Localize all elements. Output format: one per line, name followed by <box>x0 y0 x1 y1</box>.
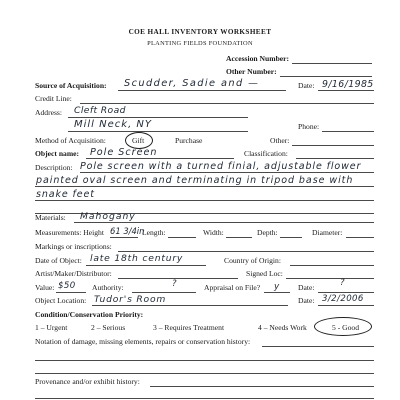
measurements-length-field[interactable] <box>168 237 196 238</box>
description-line2-field[interactable] <box>35 186 374 187</box>
phone-label: Phone: <box>298 122 320 131</box>
signed-loc-field[interactable] <box>286 278 374 279</box>
date-of-object-field[interactable] <box>86 265 206 266</box>
provenance-line1-field[interactable] <box>150 386 374 387</box>
measurements-depth-field[interactable] <box>280 237 302 238</box>
object-name-field[interactable] <box>86 158 234 159</box>
condition-option-good[interactable]: 5 - Good <box>332 323 359 332</box>
credit-line-label: Credit Line: <box>35 94 72 103</box>
measurements-diameter-label: Diameter: <box>312 228 343 237</box>
condition-option-serious[interactable]: 2 – Serious <box>91 323 126 332</box>
address-line2-value: Mill Neck, NY <box>74 119 153 130</box>
provenance-label: Provenance and/or exhibit history: <box>35 377 140 386</box>
date-location-field[interactable] <box>318 305 374 306</box>
method-option-purchase[interactable]: Purchase <box>175 136 203 145</box>
description-line1-field[interactable] <box>80 172 374 173</box>
object-location-field[interactable] <box>92 305 288 306</box>
measurements-width-field[interactable] <box>226 237 252 238</box>
measurements-diameter-field[interactable] <box>346 237 374 238</box>
description-line3-value: snake feet <box>36 189 95 200</box>
signed-loc-label: Signed Loc: <box>246 269 283 278</box>
notation-label: Notation of damage, missing elements, repairs or conservation history: <box>35 337 251 346</box>
date-of-object-label: Date of Object: <box>35 256 82 265</box>
description-label: Description: <box>35 163 73 172</box>
date-location-label: Date: <box>298 296 315 305</box>
accession-number-field[interactable] <box>292 63 372 64</box>
measurements-length-label: Length: <box>142 228 166 237</box>
country-of-origin-field[interactable] <box>290 265 374 266</box>
description-line2-value: painted oval screen and terminating in tripod base with <box>36 175 354 186</box>
markings-label: Markings or inscriptions: <box>35 242 112 251</box>
authority-value: ? <box>172 279 177 289</box>
artist-maker-label: Artist/Maker/Distributor: <box>35 269 112 278</box>
markings-field[interactable] <box>118 251 374 252</box>
condition-option-requires-treatment[interactable]: 3 – Requires Treatment <box>153 323 225 332</box>
object-location-label: Object Location: <box>35 296 87 305</box>
method-of-acquisition-label: Method of Acquisition: <box>35 136 106 145</box>
measurements-height-field[interactable] <box>110 237 138 238</box>
measurements-height-label: Measurements: Height <box>35 228 104 237</box>
appraisal-on-file-label: Appraisal on File? <box>204 283 261 292</box>
object-name-label: Object name: <box>35 149 80 158</box>
form-subtitle: PLANTING FIELDS FOUNDATION <box>147 40 253 47</box>
condition-good-selection-circle <box>314 317 372 336</box>
date-mid-value: ? <box>340 278 345 288</box>
materials-label: Materials: <box>35 213 66 222</box>
measurements-height-value: 61 3/4in <box>110 226 145 236</box>
value-value: $50 <box>58 281 76 291</box>
address-line2-field[interactable] <box>68 131 248 132</box>
artist-maker-field[interactable] <box>118 278 238 279</box>
credit-line-field[interactable] <box>80 103 374 104</box>
date-mid-label: Date: <box>298 283 315 292</box>
accession-number-label: Accession Number: <box>226 54 290 63</box>
authority-field[interactable] <box>132 292 196 293</box>
description-line3-field[interactable] <box>35 200 374 201</box>
method-other-field[interactable] <box>292 145 374 146</box>
appraisal-on-file-value: y <box>274 282 280 292</box>
method-option-gift[interactable]: Gift <box>132 136 145 145</box>
value-field[interactable] <box>56 292 86 293</box>
source-of-acquisition-label: Source of Acquisition: <box>35 81 107 90</box>
date-top-value: 9/16/1985 <box>322 79 374 90</box>
materials-field[interactable] <box>74 222 374 223</box>
value-label: Value: <box>35 283 55 292</box>
measurements-depth-label: Depth: <box>257 228 278 237</box>
form-title: COE HALL INVENTORY WORKSHEET <box>128 28 272 36</box>
date-top-label: Date: <box>298 81 315 90</box>
other-number-label: Other Number: <box>226 67 277 76</box>
classification-field[interactable] <box>296 158 374 159</box>
condition-option-urgent[interactable]: 1 – Urgent <box>35 323 68 332</box>
condition-heading: Condition/Conservation Priority: <box>35 310 144 319</box>
method-option-other[interactable]: Other: <box>270 136 290 145</box>
object-location-value: Tudor's Room <box>94 294 167 305</box>
notation-line2-field[interactable] <box>35 360 374 361</box>
classification-label: Classification: <box>244 149 288 158</box>
other-number-field[interactable] <box>280 76 372 77</box>
source-of-acquisition-field[interactable] <box>118 90 286 91</box>
address-line1-value: Cleft Road <box>74 105 126 116</box>
provenance-line2-field[interactable] <box>35 398 374 399</box>
materials-value: Mahogany <box>80 211 136 222</box>
object-name-value: Pole Screen <box>90 147 158 158</box>
date-mid-field[interactable] <box>318 292 374 293</box>
address-line1-field[interactable] <box>68 117 248 118</box>
notation-line3-field[interactable] <box>35 373 374 374</box>
description-line1-value: Pole screen with a turned finial, adjustable flower <box>80 161 362 172</box>
notation-line1-field[interactable] <box>262 346 374 347</box>
appraisal-on-file-field[interactable] <box>264 292 290 293</box>
date-location-value: 3/2/2006 <box>322 294 364 304</box>
condition-option-needs-work[interactable]: 4 – Needs Work <box>258 323 307 332</box>
date-of-object-value: late 18th century <box>90 253 184 264</box>
authority-label: Authority: <box>92 283 124 292</box>
source-of-acquisition-value: Scudder, Sadie and — <box>124 78 260 89</box>
measurements-width-label: Width: <box>203 228 224 237</box>
date-top-field[interactable] <box>318 90 374 91</box>
country-of-origin-label: Country of Origin: <box>224 256 281 265</box>
address-label: Address: <box>35 108 62 117</box>
phone-field[interactable] <box>322 131 374 132</box>
